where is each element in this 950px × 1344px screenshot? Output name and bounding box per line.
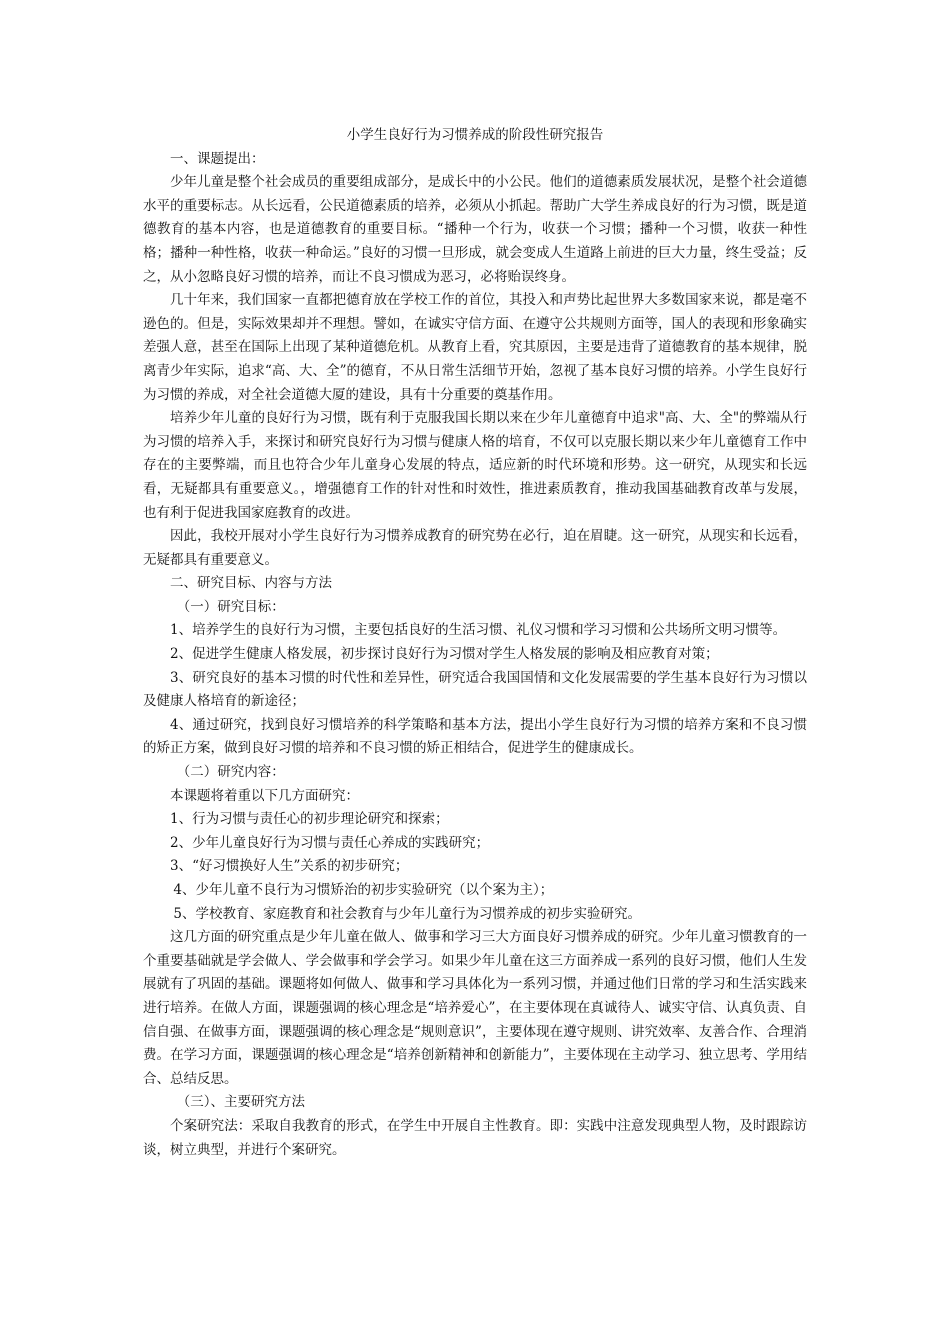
content-item: 1、行为习惯与责任心的初步理论研究和探索； bbox=[170, 811, 449, 828]
content-summary: 这几方面的研究重点是少年儿童在做人、做事和学习三大方面良好习惯养成的研究。少年儿童习惯教育的一个重要基础就是学会做人、学会做事和学会学习。如果少年儿童在这三方面养成一系列的良好习惯，他们人生发展就有了巩固的基础。课题将如何做人、做事和学习具体化为一系列习惯，并通过他们日常的学习和生活实践来进行培养。在做人方面，课题强调的核心理念是“培养爱心”，在主要体现在真诚待人、诚实守信、认真负责、自信自强、在做事方面，课题强调的核心理念是“规则意识”，主要体现在遵守规则、讲究效率、友善合作、合理消费。在学习方面，课题强调的核心理念是“培养创新精神和创新能力”，主要体现在主动学习、独立思考、学用结合、总结反思。 bbox=[143, 929, 807, 1087]
goal-item: 3、研究良好的基本习惯的时代性和差异性，研究适合我国国情和文化发展需要的学生基本良好行为习惯以及健康人格培育的新途径； bbox=[143, 669, 807, 710]
section-heading-2: 二、研究目标、内容与方法 bbox=[170, 575, 332, 592]
content-intro: 本课题将着重以下几方面研究： bbox=[170, 787, 359, 804]
section-heading-1: 一、课题提出： bbox=[170, 150, 265, 167]
content-item: 4、少年儿童不良行为习惯矫治的初步实验研究（以个案为主）； bbox=[173, 882, 554, 898]
paragraph: 培养少年儿童的良好行为习惯，既有利于克服我国长期以来在少年儿童德育中追求"高、大、全"的弊端从行为习惯的培养入手，来探讨和研究良好行为习惯与健康人格的培育，不仅可以克服长期以来少年儿童德育工作中存在的主要弊端，而且也符合少年儿童身心发展的特点，适应新的时代环境和形势。这一研究，从现实和长远看，无疑都具有重要意义。，增强德育工作的针对性和时效性，推进素质教育，推动我国基础教育改革与发展，也有利于促进我国家庭教育的改进。 bbox=[143, 410, 807, 521]
document-title: 小学生良好行为习惯养成的阶段性研究报告 bbox=[346, 127, 604, 143]
method-paragraph: 个案研究法：采取自我教育的形式，在学生中开展自主性教育。即：实践中注意发现典型人物，及时跟踪访谈，树立典型，并进行个案研究。 bbox=[143, 1117, 807, 1158]
subsection-heading-goals: （一）研究目标： bbox=[176, 598, 285, 615]
content-item: 2、少年儿童良好行为习惯与责任心养成的实践研究； bbox=[170, 834, 490, 851]
goal-item: 4、通过研究，找到良好习惯培养的科学策略和基本方法，提出小学生良好行为习惯的培养方案和不良习惯的矫正方案，做到良好习惯的培养和不良习惯的矫正相结合，促进学生的健康成长。 bbox=[143, 716, 807, 757]
content-item: 3、“好习惯换好人生”关系的初步研究； bbox=[170, 858, 409, 875]
goal-item: 1、培养学生的良好行为习惯，主要包括良好的生活习惯、礼仪习惯和学习习惯和公共场所文明习惯等。 bbox=[170, 622, 787, 639]
subsection-heading-methods: （三）、主要研究方法 bbox=[176, 1094, 305, 1111]
paragraph: 少年儿童是整个社会成员的重要组成部分，是成长中的小公民。他们的道德素质发展状况，是整个社会道德水平的重要标志。从长远看，公民道德素质的培养，必须从小抓起。帮助广大学生养成良好的行为习惯，既是道德教育的基本内容，也是道德教育的重要目标。“播种一个行为，收获一个习惯；播种一个习惯，收获一种性格；播种一种性格，收获一种命运。”良好的习惯一旦形成，就会变成人生道路上前进的巨大力量，终生受益；反之，从小忽略良好习惯的培养，而让不良习惯成为恶习，必将贻误终身。 bbox=[143, 174, 807, 285]
subsection-heading-content: （二）研究内容： bbox=[176, 764, 285, 781]
content-item: 5、学校教育、家庭教育和社会教育与少年儿童行为习惯养成的初步实验研究。 bbox=[173, 905, 641, 922]
document-body bbox=[143, 124, 807, 1162]
paragraph: 因此，我校开展对小学生良好行为习惯养成教育的研究势在必行，迫在眉睫。这一研究，从现实和长远看，无疑都具有重要意义。 bbox=[143, 528, 807, 568]
goal-item: 2、促进学生健康人格发展，初步探讨良好行为习惯对学生人格发展的影响及相应教育对策； bbox=[170, 646, 719, 663]
paragraph: 几十年来，我们国家一直都把德育放在学校工作的首位，其投入和声势比起世界大多数国家来说，都是毫不逊色的。但是，实际效果却并不理想。譬如，在诚实守信方面、在遵守公共规则方面等，国人的表现和形象确实差强人意，甚至在国际上出现了某种道德危机。从教育上看，究其原因，主要是违背了道德教育的基本规律，脱离青少年实际，追求“高、大、全”的德育，不从日常生活细节开始，忽视了基本良好习惯的培养。小学生良好行为习惯的养成，对全社会道德大厦的建设，具有十分重要的奠基作用。 bbox=[143, 292, 807, 403]
